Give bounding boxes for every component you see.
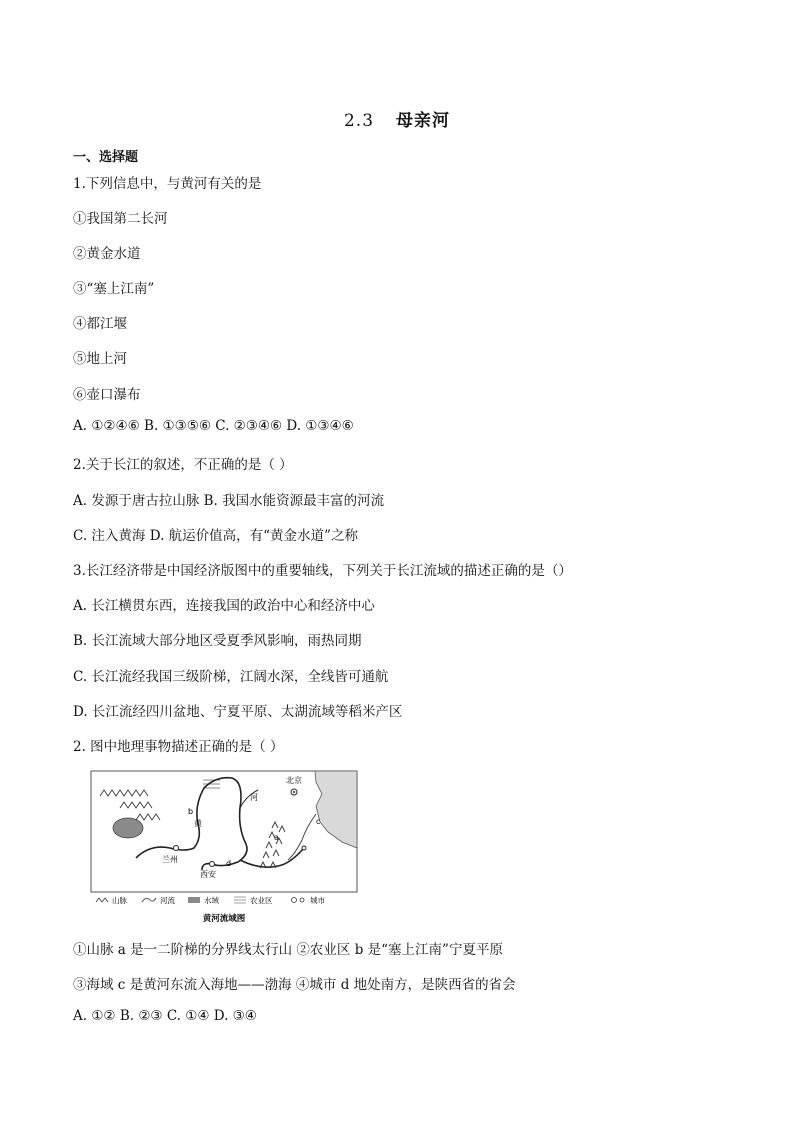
q4-statements-line2: ③海域 c 是黄河东流入海地——渤海 ④城市 d 地处南方，是陕西省的省会 [73,977,516,993]
legend-water-label: 水域 [204,896,219,905]
q4-stem: 2. 图中地理事物描述正确的是（ ） [73,739,284,755]
q4-statements-line1: ①山脉 a 是一二阶梯的分界线太行山 ②农业区 b 是“塞上江南”宁夏平原 [73,942,503,958]
legend-mountain-label: 山脉 [112,896,127,905]
legend-agri-icon [234,897,246,903]
legend-city-icon-small [300,898,304,902]
q3-option-b: B. 长江流域大部分地区受夏季风影响，雨热同期 [73,633,362,649]
q1-item: ②黄金水道 [73,246,141,262]
q1-item: ④都江堰 [73,316,127,332]
label-c: c [316,817,321,826]
map-figure [90,768,358,928]
q2-options-line2: C. 注入黄海 D. 航运价值高，有“黄金水道”之称 [73,528,358,544]
section-heading: 一、选择题 [73,150,139,165]
q3-option-a: A. 长江横贯东西，连接我国的政治中心和经济中心 [73,598,375,614]
q3-option-c: C. 长江流经我国三级阶梯，江阔水深，全线皆可通航 [73,669,389,685]
label-he: 河 [250,793,258,802]
river-mouth-marker [302,846,306,850]
city-lanzhou-marker [174,846,179,851]
label-b: b [188,807,194,816]
legend-water-icon [188,897,200,903]
yellow-river-basin-map [90,768,358,928]
map-legend [96,895,325,905]
q1-stem: 1.下列信息中，与黄河有关的是 [73,176,262,192]
city-xian-marker [210,862,215,867]
legend-river-icon [142,898,156,902]
q4-options: A. ①② B. ②③ C. ①④ D. ③④ [73,1008,257,1024]
q3-stem: 3.长江经济带是中国经济版图中的重要轴线，下列关于长江流域的描述正确的是（） [73,563,572,579]
title-number: 2.3 [343,111,375,131]
label-huang: 黄 [194,819,202,828]
q2-stem: 2.关于长江的叙述，不正确的是（ ） [73,457,293,473]
label-a: a [274,833,279,842]
label-xian: 西安 [200,870,216,879]
title-text: 母亲河 [396,111,451,131]
q1-item: ③“塞上江南” [73,281,155,297]
q2-options-line1: A. 发源于唐古拉山脉 B. 我国水能资源最丰富的河流 [73,493,385,509]
city-beijing-dot [293,791,295,793]
q1-item: ⑥壶口瀑布 [73,387,141,403]
legend-mountain-icon [96,898,108,902]
q1-item: ①我国第二长河 [73,211,168,227]
label-beijing: 北京 [286,776,302,785]
q1-item: ⑤地上河 [73,351,127,367]
legend-city-label: 城市 [310,896,325,905]
lake-water-body [113,818,143,838]
q1-options: A. ①②④⑥ B. ①③⑤⑥ C. ②③④⑥ D. ①③④⑥ [73,418,354,434]
legend-agri-label: 农业区 [250,896,273,905]
label-d: d [226,859,232,868]
q3-option-d: D. 长江流经四川盆地、宁夏平原、太湖流域等稻米产区 [73,704,403,720]
page-title [0,106,794,131]
map-caption: 黄河流域图 [202,914,246,924]
label-lanzhou: 兰州 [162,855,178,864]
legend-city-icon [292,898,297,903]
legend-river-label: 河流 [160,896,175,905]
